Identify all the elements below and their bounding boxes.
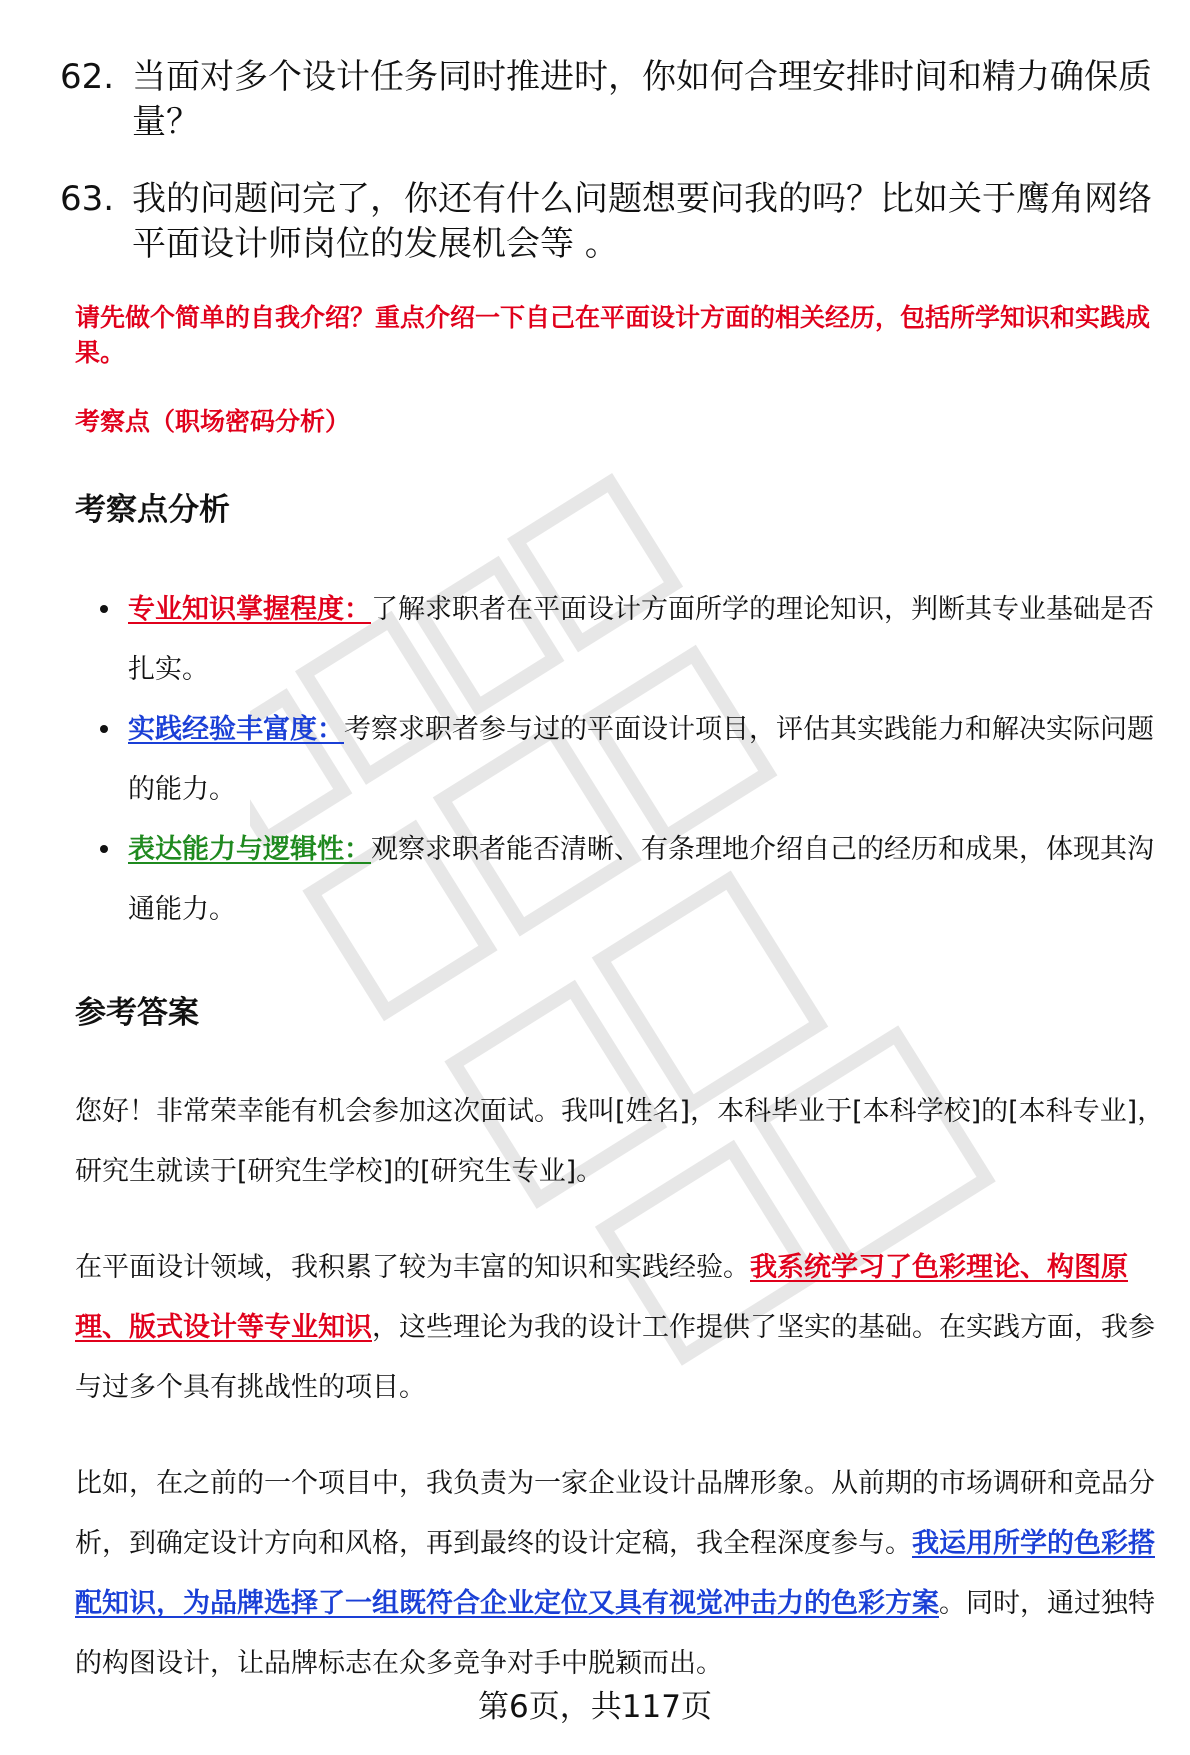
bullet-icon bbox=[100, 725, 108, 733]
question-number: 63. bbox=[60, 179, 115, 219]
answer-paragraph-3 bbox=[75, 1454, 1165, 1694]
highlight-text: 我运用所学的色彩搭配知识，为品牌选择了一组既符合企业定位又具有视觉冲击力的色彩方案 bbox=[75, 1528, 1155, 1619]
analysis-text: 观察求职者能否清晰、有条理地介绍自己的经历和成果，体现其沟通能力。 bbox=[128, 834, 1154, 925]
analysis-keyword: 专业知识掌握程度： bbox=[128, 594, 371, 625]
current-question: 请先做个简单的自我介绍？重点介绍一下自己在平面设计方面的相关经历，包括所学知识和实践成果。 bbox=[75, 303, 1151, 367]
answer-heading: 参考答案 bbox=[75, 995, 199, 1031]
paragraph-text: 在平面设计领域，我积累了较为丰富的知识和实践经验。 bbox=[75, 1252, 750, 1283]
analysis-heading: 考察点分析 bbox=[75, 492, 230, 528]
bullet-icon bbox=[100, 605, 108, 613]
answer-paragraph-1: 您好！非常荣幸能有机会参加这次面试。我叫[姓名]，本科毕业于[本科学校]的[本科专业]，研究生就读于[研究生学校]的[研究生专业]。 bbox=[75, 1096, 1165, 1187]
exam-point-label: 考察点（职场密码分析） bbox=[75, 407, 351, 436]
analysis-list bbox=[100, 580, 1165, 940]
paragraph-text: 。同时，通过独特的构图设计，让品牌标志在众多竞争对手中脱颖而出。 bbox=[75, 1588, 1155, 1679]
analysis-item bbox=[100, 580, 1165, 700]
page-footer: 第6页，共117页 bbox=[478, 1689, 712, 1725]
question-text: 我的问题问完了，你还有什么问题想要问我的吗？比如关于鹰角网络平面设计师岗位的发展机会等 。 bbox=[132, 179, 1152, 264]
question-63 bbox=[60, 177, 1160, 267]
question-number: 62. bbox=[60, 57, 115, 97]
analysis-text: 考察求职者参与过的平面设计项目，评估其实践能力和解决实际问题的能力。 bbox=[128, 714, 1154, 805]
paragraph-text: 比如，在之前的一个项目中，我负责为一家企业设计品牌形象。从前期的市场调研和竞品分析，到确定设计方向和风格，再到最终的设计定稿，我全程深度参与。 bbox=[75, 1468, 1155, 1559]
analysis-text: 了解求职者在平面设计方面所学的理论知识，判断其专业基础是否扎实。 bbox=[128, 594, 1154, 685]
analysis-item bbox=[100, 700, 1165, 820]
highlight-text: 我系统学习了色彩理论、构图原理、版式设计等专业知识 bbox=[75, 1252, 1128, 1343]
paragraph-text: ，这些理论为我的设计工作提供了坚实的基础。在实践方面，我参与过多个具有挑战性的项目。 bbox=[75, 1312, 1155, 1403]
question-62 bbox=[60, 55, 1160, 145]
analysis-keyword: 实践经验丰富度： bbox=[128, 714, 344, 745]
question-text: 当面对多个设计任务同时推进时，你如何合理安排时间和精力确保质量？ bbox=[132, 57, 1152, 142]
bullet-icon bbox=[100, 845, 108, 853]
analysis-item bbox=[100, 820, 1165, 940]
answer-paragraph-2 bbox=[75, 1238, 1165, 1418]
analysis-keyword: 表达能力与逻辑性： bbox=[128, 834, 371, 865]
